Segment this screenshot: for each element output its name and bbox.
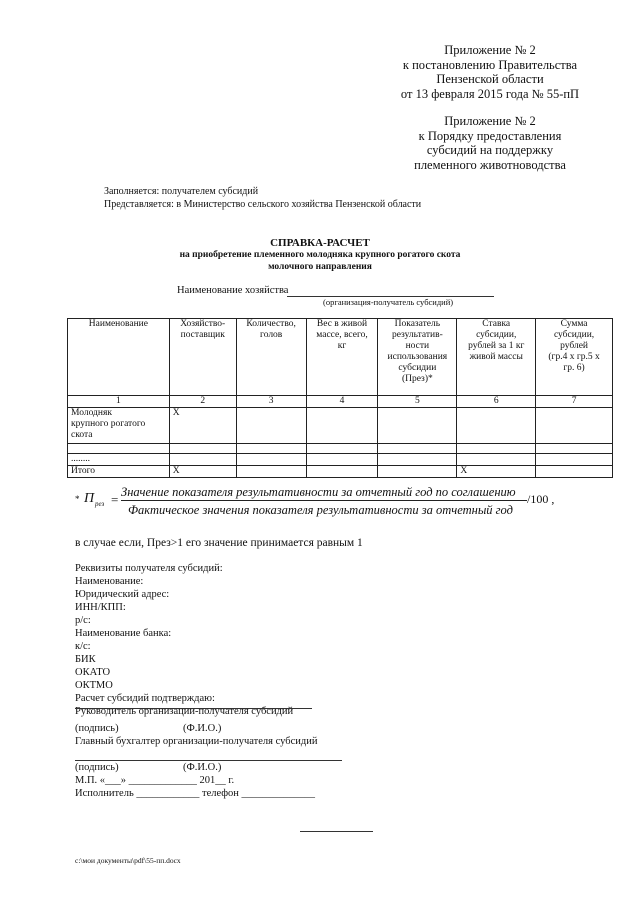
- requisite-line: Наименование банка:: [75, 628, 172, 639]
- row-name-cell: Молодняк крупного рогатого скота: [68, 408, 170, 444]
- stamp-date-line: М.П. «___» _____________ 201__ г.: [75, 775, 235, 786]
- executor-line: Исполнитель ____________ телефон ______________: [75, 788, 316, 799]
- condition-note: в случае если, През>1 его значение принимается равным 1: [75, 537, 363, 549]
- header-weight: Вес в живой массе, всего, кг: [306, 319, 378, 396]
- table-cell[interactable]: [378, 444, 457, 454]
- formula-star: *: [75, 494, 80, 504]
- requisite-line: ИНН/КПП:: [75, 602, 126, 613]
- table-cell[interactable]: [536, 444, 613, 454]
- formula-subscript: рез: [95, 500, 105, 508]
- appendix-line: Приложение № 2: [444, 43, 536, 57]
- document-subtitle: на приобретение племенного молодняка крупного рогатого скота: [179, 250, 461, 260]
- header-sum: Сумма субсидии, рублей (гр.4 х гр.5 х гр. 6): [536, 319, 613, 396]
- signature-caption: (подпись): [75, 723, 119, 734]
- table-cell[interactable]: [457, 454, 536, 466]
- table-cell[interactable]: [169, 454, 236, 466]
- appendix-line: Приложение № 2: [444, 114, 536, 128]
- appendix-line: субсидий на поддержку: [426, 143, 554, 157]
- farm-name-caption: (организация-получатель субсидий): [323, 297, 454, 307]
- dots-cell: ........: [68, 454, 170, 466]
- manager-signature-line[interactable]: [75, 708, 312, 709]
- table-cell[interactable]: [536, 408, 613, 444]
- table-cell[interactable]: [169, 444, 236, 454]
- col-number: 2: [169, 396, 236, 408]
- requisite-line: Реквизиты получателя субсидий:: [75, 563, 223, 574]
- table-cell[interactable]: [236, 466, 306, 478]
- requisite-line: Руководитель организации-получателя субсидий: [75, 706, 294, 717]
- col-number: 3: [236, 396, 306, 408]
- x-mark-cell: X: [169, 466, 236, 478]
- farm-name-field[interactable]: [287, 284, 494, 297]
- requisite-line: Наименование:: [75, 576, 144, 587]
- formula-symbol: П: [84, 491, 95, 506]
- farm-name-label: Наименование хозяйства: [177, 285, 289, 296]
- accountant-signature-line[interactable]: [75, 760, 342, 761]
- appendix-line: Пензенской области: [436, 72, 544, 86]
- x-mark-cell: X: [169, 408, 236, 444]
- requisite-line: р/с:: [75, 615, 91, 626]
- table-cell[interactable]: [378, 454, 457, 466]
- requisites-block: [75, 562, 293, 718]
- requisite-line: к/с:: [75, 641, 91, 652]
- table-cell[interactable]: [306, 454, 378, 466]
- fio-caption: (Ф.И.О.): [183, 762, 222, 773]
- header-quantity: Количество, голов: [236, 319, 306, 396]
- table-cell[interactable]: [306, 444, 378, 454]
- table-cell[interactable]: [457, 408, 536, 444]
- table-row-dots: [68, 454, 613, 466]
- col-number: 1: [68, 396, 170, 408]
- table-cell[interactable]: [536, 466, 613, 478]
- table-cell[interactable]: [236, 454, 306, 466]
- formula-denominator: Фактическое значения показателя результативности за отчетный год: [128, 503, 513, 517]
- footer-separator: [300, 831, 373, 832]
- formula-tail: /100 ,: [527, 492, 555, 506]
- table-header-row: [68, 319, 613, 396]
- document-subtitle-2: молочного направления: [268, 262, 372, 272]
- appendix-line: к Порядку предоставления: [418, 128, 562, 143]
- appendix-line: племенного животноводства: [414, 157, 566, 172]
- fill-by-note: Заполняется: получателем субсидий: [104, 186, 259, 197]
- table-cell[interactable]: [306, 466, 378, 478]
- table-row-total: [68, 466, 613, 478]
- table-cell[interactable]: [536, 454, 613, 466]
- chief-accountant-label: Главный бухгалтер организации-получателя субсидий: [75, 736, 318, 747]
- table-row-calves: [68, 408, 613, 444]
- document-title: СПРАВКА-РАСЧЕТ: [270, 237, 370, 249]
- header-supplier: Хозяйство- поставщик: [169, 319, 236, 396]
- fraction-bar: [121, 500, 527, 501]
- table-cell[interactable]: [378, 408, 457, 444]
- col-number: 7: [536, 396, 613, 408]
- appendix-line: от 13 февраля 2015 года № 55-пП: [400, 86, 580, 101]
- calculation-table: [67, 318, 613, 478]
- requisite-line: ОКТМО: [75, 680, 113, 691]
- submit-to-note: Представляется: в Министерство сельского хозяйства Пензенской области: [104, 199, 422, 210]
- appendix-resolution: [340, 43, 640, 101]
- table-cell[interactable]: [236, 408, 306, 444]
- appendix-line: к постановлению Правительства: [402, 57, 578, 72]
- footer-file-path: c:\мои документы\pdf\55-пп.docx: [75, 856, 181, 865]
- requisite-line: Расчет субсидий подтверждаю:: [75, 693, 215, 704]
- header-name: Наименование: [68, 319, 170, 396]
- signature-caption: (подпись): [75, 762, 119, 773]
- formula-equals: =: [111, 492, 119, 507]
- table-row-empty: [68, 444, 613, 454]
- column-number-row: [68, 396, 613, 408]
- header-performance: Показатель результатив- ности использования субсидии (През)*: [378, 319, 457, 396]
- formula-numerator: Значение показателя результативности за отчетный год по соглашению: [121, 485, 516, 499]
- requisite-line: ОКАТО: [75, 667, 111, 678]
- table-cell[interactable]: [236, 444, 306, 454]
- fio-caption: (Ф.И.О.): [183, 723, 222, 734]
- col-number: 6: [457, 396, 536, 408]
- col-number: 4: [306, 396, 378, 408]
- total-label-cell: Итого: [68, 466, 170, 478]
- table-cell[interactable]: [457, 444, 536, 454]
- table-cell[interactable]: [378, 466, 457, 478]
- appendix-procedure: [340, 114, 640, 172]
- requisite-line: БИК: [75, 654, 96, 665]
- x-mark-cell: X: [457, 466, 536, 478]
- requisite-line: Юридический адрес:: [75, 589, 170, 600]
- header-rate: Ставка субсидии, рублей за 1 кг живой массы: [457, 319, 536, 396]
- table-cell[interactable]: [306, 408, 378, 444]
- table-cell[interactable]: [68, 444, 170, 454]
- col-number: 5: [378, 396, 457, 408]
